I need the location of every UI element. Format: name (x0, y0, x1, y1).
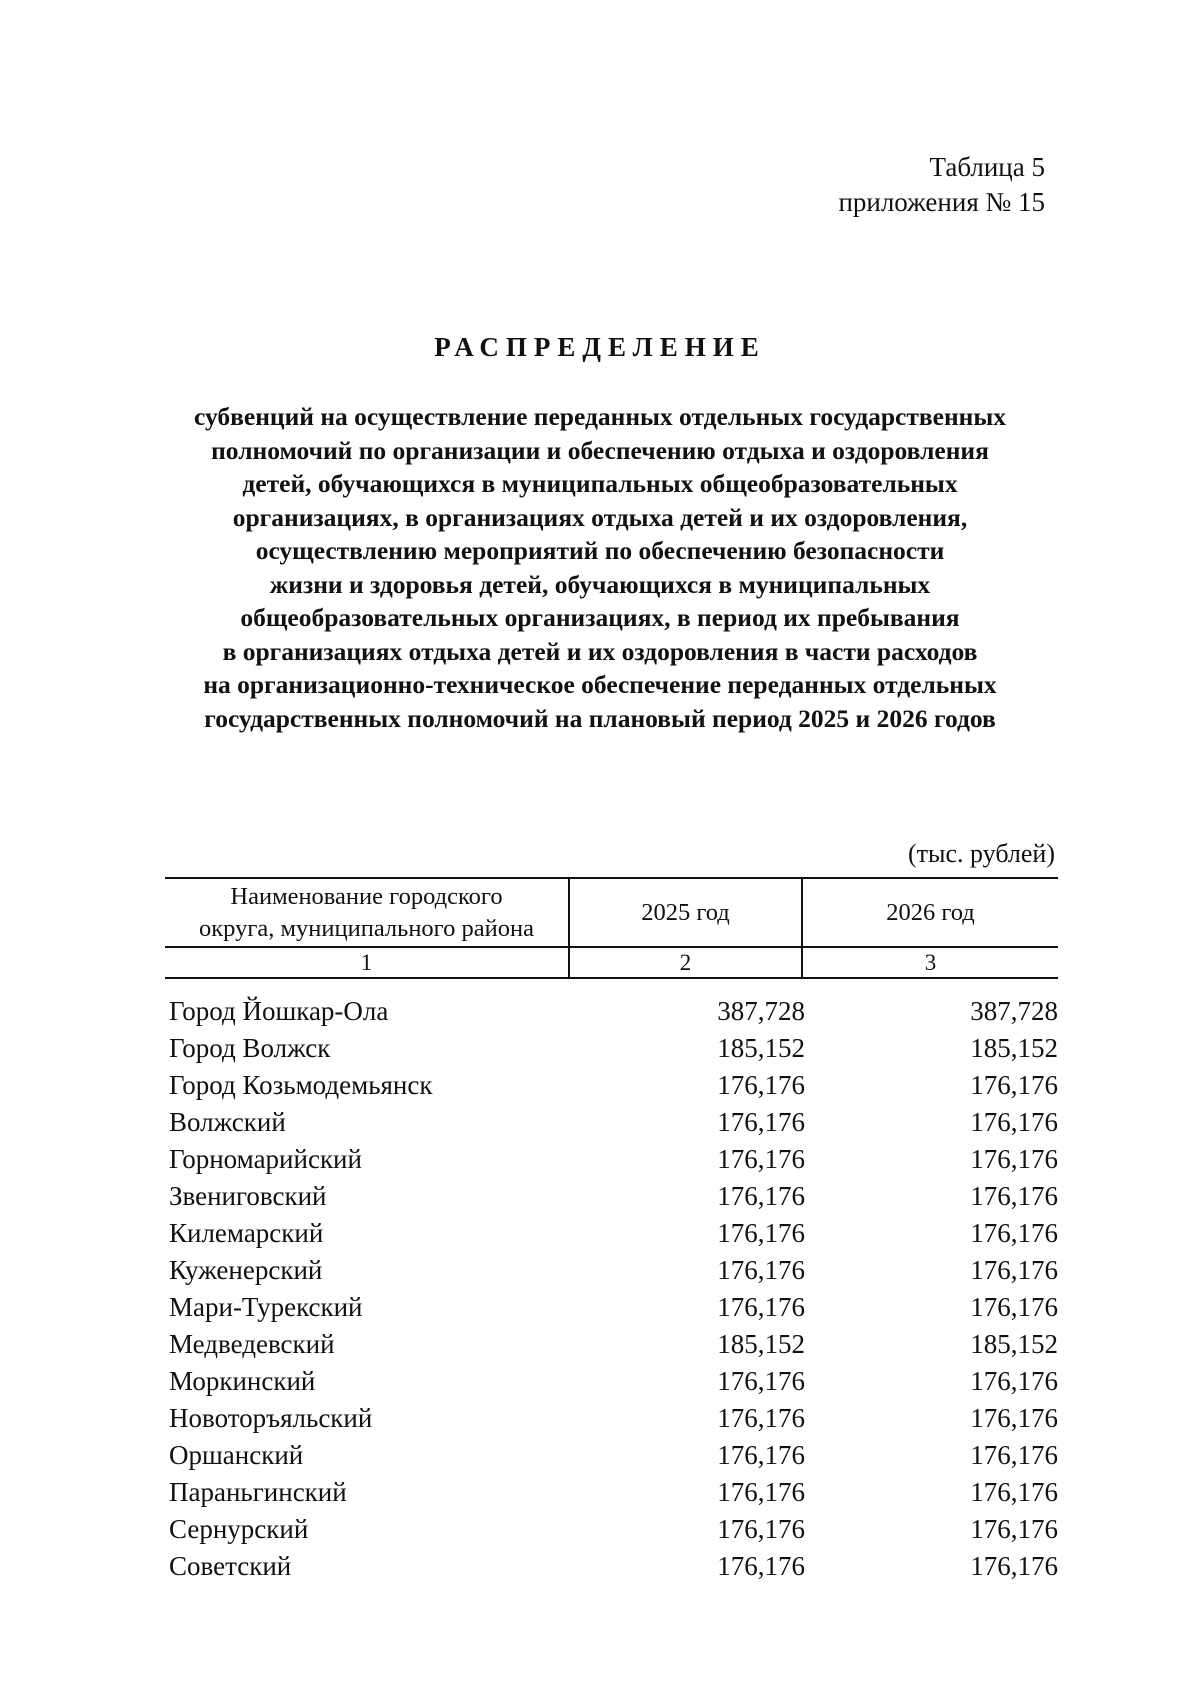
value-2026: 176,176 (970, 1218, 1058, 1248)
units-label: (тыс. рублей) (907, 839, 1055, 868)
value-2025: 176,176 (717, 1181, 805, 1211)
subtitle-line: осуществлению мероприятий по обеспечению безопасности (255, 536, 945, 565)
value-2026: 176,176 (970, 1551, 1058, 1581)
column-number-3: 3 (801, 948, 1058, 977)
municipality-name: Советский (169, 1551, 292, 1581)
value-2026: 176,176 (970, 1144, 1058, 1174)
municipality-name: Куженерский (169, 1255, 323, 1285)
value-2025: 176,176 (717, 1551, 805, 1581)
value-2026: 176,176 (970, 1366, 1058, 1396)
subtitle-line: в организациях отдыха детей и их оздоровления в части расходов (222, 636, 978, 666)
table-row (165, 1252, 1058, 1289)
table-row (165, 993, 1058, 1030)
value-2026: 176,176 (970, 1181, 1058, 1211)
column-number-2: 2 (568, 948, 801, 977)
table-row (165, 1326, 1058, 1363)
value-2025: 176,176 (717, 1292, 805, 1322)
municipality-name: Волжский (169, 1107, 286, 1137)
subtitle-line: на организационно-техническое обеспечение переданных отдельных (203, 670, 997, 699)
municipality-name: Параньгинский (169, 1477, 347, 1507)
subtitle-line: общеобразовательных организациях, в период их пребывания (240, 603, 960, 632)
subtitle-line: государственных полномочий на плановый период 2025 и 2026 годов (204, 703, 996, 733)
table-row (165, 1400, 1058, 1437)
table-row (165, 1030, 1058, 1067)
subtitle-line: субвенций на осуществление переданных отдельных государственных (193, 402, 1007, 431)
table-row (165, 1178, 1058, 1215)
value-2026: 176,176 (970, 1403, 1058, 1433)
value-2025: 185,152 (717, 1329, 805, 1359)
column-header-2025: 2025 год (568, 879, 801, 946)
municipality-name: Город Йошкар-Ола (169, 996, 389, 1026)
value-2025: 176,176 (717, 1107, 805, 1137)
subtitle-line: жизни и здоровья детей, обучающихся в муниципальных (269, 569, 931, 599)
value-2025: 176,176 (717, 1403, 805, 1433)
distribution-table (165, 877, 1058, 1585)
column-header-name-line1: Наименование городского (230, 882, 503, 910)
column-number-1: 1 (360, 950, 373, 975)
value-2026: 387,728 (970, 996, 1058, 1026)
municipality-name: Звениговский (169, 1181, 327, 1211)
table-row (165, 1067, 1058, 1104)
value-2026: 185,152 (970, 1033, 1058, 1063)
table-header-row (165, 877, 1058, 948)
value-2026: 185,152 (970, 1329, 1058, 1359)
appendix-reference (838, 150, 1045, 220)
municipality-name: Моркинский (169, 1366, 316, 1396)
table-row (165, 1474, 1058, 1511)
value-2025: 176,176 (717, 1440, 805, 1470)
municipality-name: Оршанский (169, 1440, 304, 1470)
value-2025: 185,152 (717, 1033, 805, 1063)
value-2026: 176,176 (970, 1440, 1058, 1470)
document-subtitle (150, 400, 1050, 735)
value-2025: 176,176 (717, 1144, 805, 1174)
table-body (165, 993, 1058, 1585)
table-row (165, 1289, 1058, 1326)
subtitle-line: полномочий по организации и обеспечению отдыха и оздоровления (211, 435, 989, 465)
value-2026: 176,176 (970, 1107, 1058, 1137)
value-2025: 176,176 (717, 1366, 805, 1396)
table-row (165, 1511, 1058, 1548)
value-2025: 176,176 (717, 1218, 805, 1248)
table-label: Таблица 5 (929, 152, 1045, 182)
value-2025: 176,176 (717, 1477, 805, 1507)
value-2026: 176,176 (970, 1292, 1058, 1322)
value-2026: 176,176 (970, 1477, 1058, 1507)
table-row (165, 1104, 1058, 1141)
value-2025: 176,176 (717, 1070, 805, 1100)
municipality-name: Мари-Турекский (169, 1292, 363, 1322)
column-number-row (165, 948, 1058, 979)
municipality-name: Сернурский (169, 1514, 309, 1544)
table-row (165, 1437, 1058, 1474)
subtitle-line: организациях, в организациях отдыха детей и их оздоровления, (232, 502, 968, 532)
value-2025: 387,728 (717, 996, 805, 1026)
column-header-2026: 2026 год (801, 879, 1058, 946)
municipality-name: Город Козьмодемьянск (169, 1070, 433, 1100)
column-header-name (165, 879, 568, 946)
value-2025: 176,176 (717, 1255, 805, 1285)
municipality-name: Горномарийский (169, 1144, 362, 1174)
value-2026: 176,176 (970, 1255, 1058, 1285)
table-row (165, 1141, 1058, 1178)
municipality-name: Килемарский (169, 1218, 324, 1248)
appendix-label: приложения № 15 (838, 187, 1045, 217)
municipality-name: Новоторъяльский (169, 1403, 373, 1433)
municipality-name: Медведевский (169, 1329, 335, 1359)
document-title: РАСПРЕДЕЛЕНИЕ (434, 332, 766, 362)
table-row (165, 1363, 1058, 1400)
value-2025: 176,176 (717, 1514, 805, 1544)
table-row (165, 1215, 1058, 1252)
table-row (165, 1548, 1058, 1585)
column-header-name-line2: округа, муниципального района (199, 914, 534, 942)
subtitle-line: детей, обучающихся в муниципальных общеобразовательных (242, 469, 958, 498)
municipality-name: Город Волжск (169, 1033, 331, 1063)
value-2026: 176,176 (970, 1514, 1058, 1544)
value-2026: 176,176 (970, 1070, 1058, 1100)
